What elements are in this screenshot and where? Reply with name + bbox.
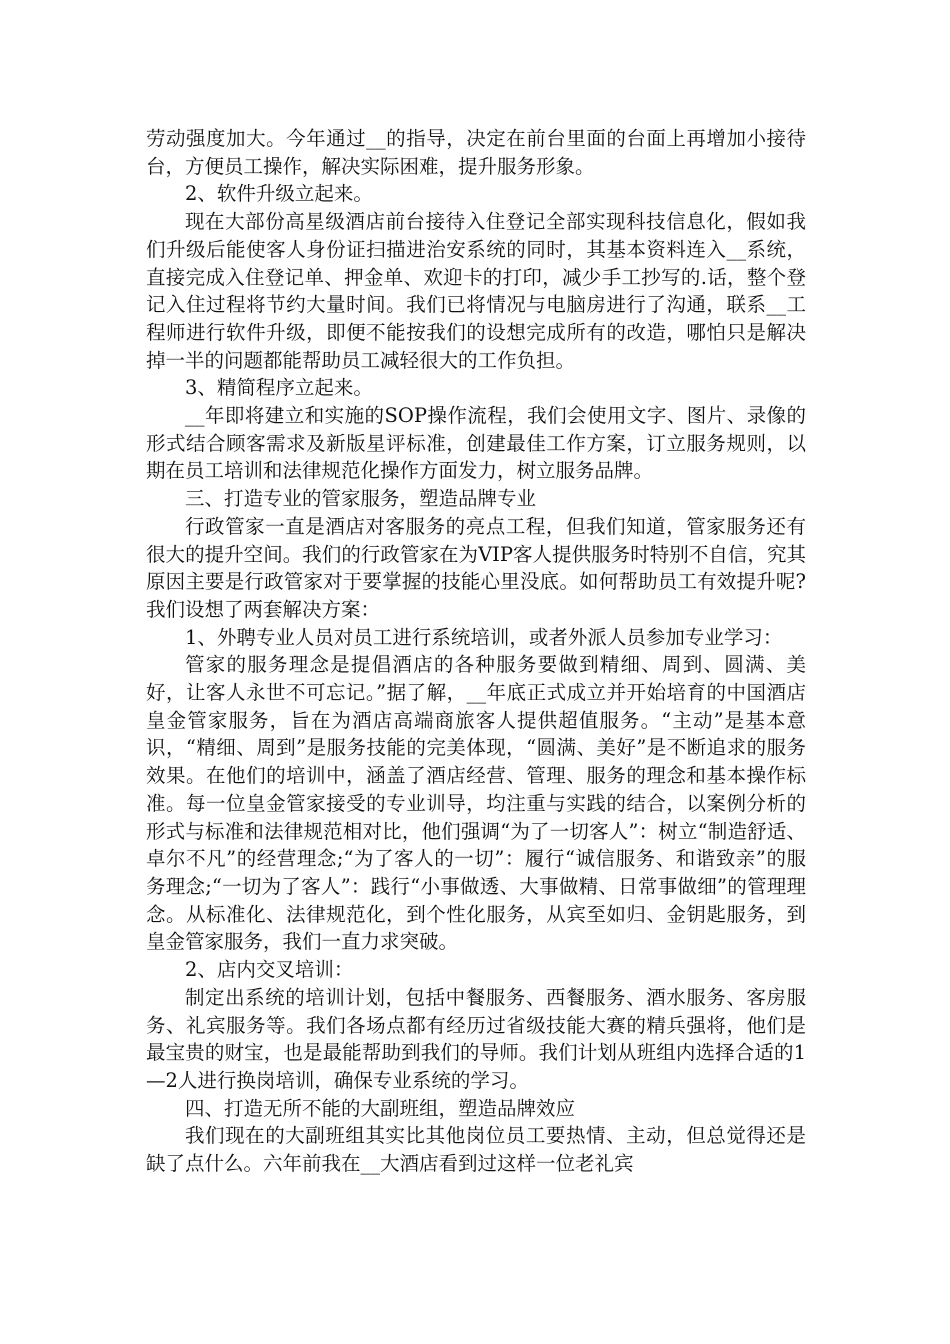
paragraph: 行政管家一直是酒店对客服务的亮点工程，但我们知道，管家服务还有很大的提升空间。我们的行政管家在为VIP客人提供服务时特别不自信，究其原因主要是行政管家对于要掌握的技能心里没底。如何帮助员工有效提升呢?我们设想了两套解决方案： xyxy=(146,514,806,621)
subheading: 2、软件升级立起来。 xyxy=(185,182,373,206)
subheading: 2、店内交叉培训： xyxy=(185,958,354,982)
document-body xyxy=(146,125,806,1178)
subheading: 3、精简程序立起来。 xyxy=(185,376,373,400)
paragraph: 管家的服务理念是提倡酒店的各种服务要做到精细、周到、圆满、美好，让客人永世不可忘记。”据了解，__年底正式成立并开始培育的中国酒店皇金管家服务，旨在为酒店高端商旅客人提供超值服务。“主动”是基本意识，“精细、周到”是服务技能的完美体现，“圆满、美好”是不断追求的服务效果。在他们的培训中，涵盖了酒店经营、管理、服务的理念和基本操作标准。每一位皇金管家接受的专业训导，均注重与实践的结合，以案例分析的形式与标准和法律规范相对比，他们强调“为了一切客人”：树立“制造舒适、卓尔不凡”的经营理念;“为了客人的一切”：履行“诚信服务、和谐致亲”的服务理念;“一切为了客人”：践行“小事做透、大事做精、日常事做细”的管理理念。从标准化、法律规范化，到个性化服务，从宾至如归、金钥匙服务，到皇金管家服务，我们一直力求突破。 xyxy=(146,653,806,954)
paragraph: 现在大部份高星级酒店前台接待入住登记全部实现科技信息化，假如我们升级后能使客人身份证扫描进治安系统的同时，其基本资料连入__系统，直接完成入住登记单、押金单、欢迎卡的打印，减少手工抄写的.话，整个登记入住过程将节约大量时间。我们已将情况与电脑房进行了沟通，联系__工程师进行软件升级，即便不能按我们的设想完成所有的改造，哪怕只是解决掉一半的问题都能帮助员工减轻很大的工作负担。 xyxy=(146,210,806,372)
paragraph: 劳动强度加大。今年通过__的指导，决定在前台里面的台面上再增加小接待台，方便员工操作，解决实际困难，提升服务形象。 xyxy=(146,127,806,178)
section-heading: 四、打造无所不能的大副班组，塑造品牌效应 xyxy=(185,1096,576,1120)
paragraph: 我们现在的大副班组其实比其他岗位员工要热情、主动，但总觉得还是缺了点什么。六年前我在__大酒店看到过这样一位老礼宾 xyxy=(146,1124,806,1176)
paragraph: __年即将建立和实施的SOP操作流程，我们会使用文字、图片、录像的形式结合顾客需求及新版星评标准，创建最佳工作方案，订立服务规则，以期在员工培训和法律规范化操作方面发力，树立服务品牌。 xyxy=(146,404,806,483)
subheading: 1、外聘专业人员对员工进行系统培训，或者外派人员参加专业学习： xyxy=(185,625,783,649)
paragraph: 制定出系统的培训计划，包括中餐服务、西餐服务、酒水服务、客房服务、礼宾服务等。我们各场点都有经历过省级技能大赛的精兵强将，他们是最宝贵的财宝，也是最能帮助到我们的导师。我们计划从班组内选择合适的1—2人进行换岗培训，确保专业系统的学习。 xyxy=(146,985,806,1092)
section-heading: 三、打造专业的管家服务，塑造品牌专业 xyxy=(185,487,537,511)
